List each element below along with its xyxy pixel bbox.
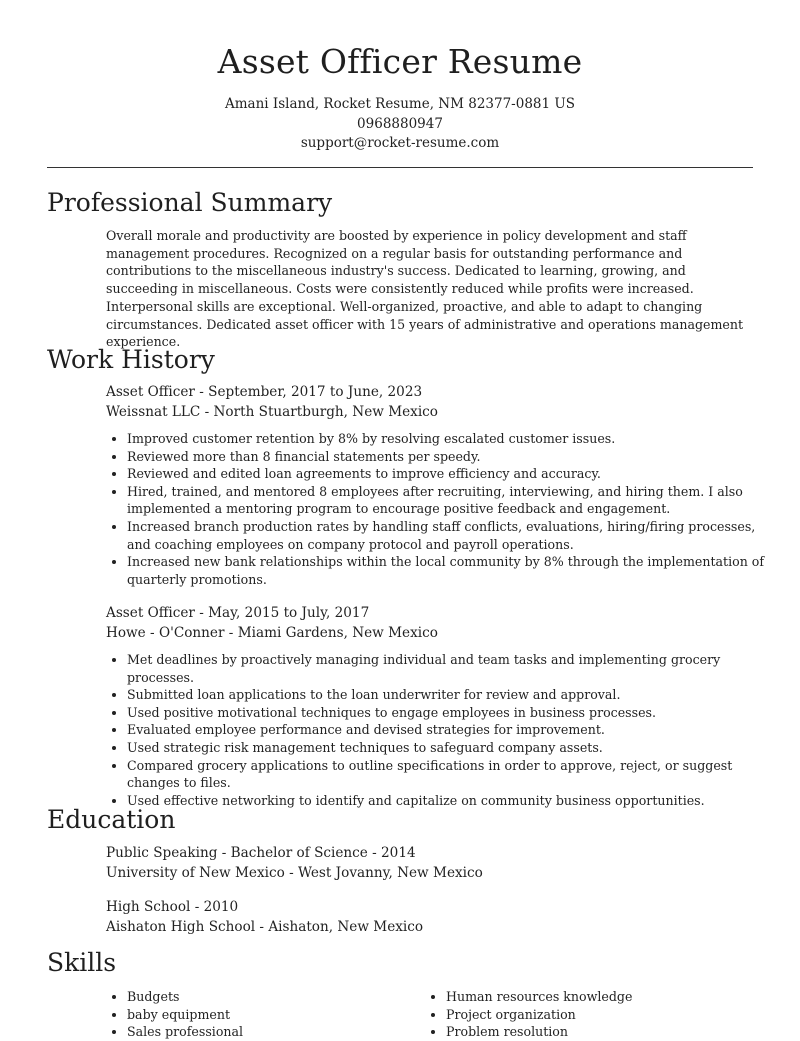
skills-list-left [106, 988, 427, 1041]
list-item: • Reviewed and edited loan agreements to improve efficiency and accuracy. [127, 465, 767, 483]
contact-email: support@rocket-resume.com [300, 135, 500, 151]
section-title-skills: Skills [47, 948, 117, 977]
skill-item: • Problem resolution [446, 1023, 746, 1041]
summary-text: Overall morale and productivity are boosted by experience in policy development and staff management procedures. Recognized on a regular basis for outstanding performance and contributions to the miscellaneous industry's success. Dedicated to learning, growing, and succeeding in miscellaneous. Costs were consistently reduced while profits were increased. Interpersonal skills are exceptional. Well-organized, proactive, and able to adapt to changing circumstances. Dedicated asset officer with 15 years of administrative and operations management experience. [106, 228, 744, 350]
skills-list-right [425, 988, 746, 1041]
resume-title: Asset Officer Resume [217, 42, 583, 81]
skill-item: • Human resources knowledge [446, 988, 746, 1006]
education-degree-line: High School - 2010 [106, 899, 239, 915]
education-degree-line: Public Speaking - Bachelor of Science - 2014 [106, 845, 416, 861]
list-item: • Used strategic risk management techniques to safeguard company assets. [127, 739, 767, 757]
job-role-line: Asset Officer - May, 2015 to July, 2017 [106, 605, 370, 621]
job-role-line: Asset Officer - September, 2017 to June, 2023 [106, 384, 423, 400]
contact-phone: 0968880947 [357, 115, 443, 132]
section-title-education: Education [47, 805, 176, 834]
resume-header [0, 0, 800, 154]
list-item: • Compared grocery applications to outline specifications in order to approve, reject, or suggest changes to files. [127, 757, 767, 792]
contact-address: Amani Island, Rocket Resume, NM 82377-0881 US [224, 96, 576, 112]
section-title-work-history: Work History [47, 345, 215, 374]
list-item: • Reviewed more than 8 financial statements per speedy. [127, 448, 767, 466]
job-bullets-1 [106, 430, 767, 588]
list-item: • Submitted loan applications to the loan underwriter for review and approval. [127, 686, 767, 704]
job-header-1 [106, 383, 438, 422]
education-school-line: Aishaton High School - Aishaton, New Mexico [106, 918, 424, 935]
list-item: • Met deadlines by proactively managing individual and team tasks and implementing grocery processes. [127, 651, 767, 686]
list-item: • Improved customer retention by 8% by resolving escalated customer issues. [127, 430, 767, 448]
list-item: • Hired, trained, and mentored 8 employees after recruiting, interviewing, and hiring them. I also implemented a mentoring program to encourage positive feedback and engagement. [127, 483, 767, 518]
list-item: • Increased branch production rates by handling staff conflicts, evaluations, hiring/firing processes, and coaching employees on company protocol and payroll operations. [127, 518, 767, 553]
header-divider [47, 167, 753, 168]
job-header-2 [106, 604, 438, 643]
list-item: • Used positive motivational techniques to engage employees in business processes. [127, 704, 767, 722]
education-entry-2 [106, 898, 423, 937]
skill-item: • baby equipment [127, 1006, 427, 1024]
list-item: • Used effective networking to identify and capitalize on community business opportunities. [127, 792, 767, 810]
skill-item: • Budgets [127, 988, 427, 1006]
list-item: • Evaluated employee performance and devised strategies for improvement. [127, 721, 767, 739]
skill-item: • Project organization [446, 1006, 746, 1024]
list-item: • Increased new bank relationships within the local community by 8% through the implementation of quarterly promotions. [127, 553, 767, 588]
section-title-summary: Professional Summary [47, 188, 333, 217]
education-entry-1 [106, 844, 483, 883]
job-bullets-2 [106, 651, 767, 809]
contact-block [0, 95, 800, 154]
job-company-line: Howe - O'Conner - Miami Gardens, New Mexico [106, 624, 438, 641]
job-company-line: Weissnat LLC - North Stuartburgh, New Mexico [106, 403, 438, 420]
education-school-line: University of New Mexico - West Jovanny, New Mexico [106, 864, 483, 881]
skill-item: • Sales professional [127, 1023, 427, 1041]
